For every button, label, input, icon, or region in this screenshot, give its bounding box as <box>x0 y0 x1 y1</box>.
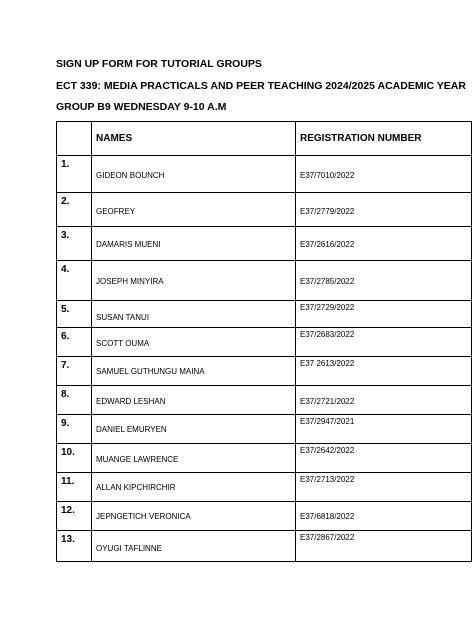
student-name: SCOTT OUMA <box>96 339 150 348</box>
row-number: 7. <box>61 360 70 371</box>
name-cell <box>92 193 296 227</box>
registration-cell <box>296 386 472 415</box>
name-cell <box>92 328 296 357</box>
row-number-cell <box>57 227 92 261</box>
table-row <box>57 261 472 301</box>
row-number: 10. <box>61 447 75 458</box>
row-number: 13. <box>61 534 75 545</box>
table-row <box>57 227 472 261</box>
registration-cell <box>296 156 472 193</box>
row-number-cell <box>57 156 92 193</box>
registration-cell <box>296 328 472 357</box>
name-cell <box>92 415 296 444</box>
form-title: SIGN UP FORM FOR TUTORIAL GROUPS <box>56 58 262 70</box>
row-number-cell <box>57 193 92 227</box>
row-number-cell <box>57 301 92 328</box>
row-number: 12. <box>61 505 75 516</box>
name-cell <box>92 444 296 473</box>
table-row <box>57 415 472 444</box>
name-cell <box>92 261 296 301</box>
table-row <box>57 156 472 193</box>
registration-number: E37/6818/2022 <box>300 512 355 521</box>
table-row <box>57 386 472 415</box>
name-cell <box>92 156 296 193</box>
registration-number: E37/2721/2022 <box>300 397 355 406</box>
registration-cell <box>296 415 472 444</box>
number-column-header <box>57 122 92 156</box>
registration-cell <box>296 531 472 562</box>
registration-cell <box>296 301 472 328</box>
row-number-cell <box>57 531 92 562</box>
row-number-cell <box>57 386 92 415</box>
row-number: 9. <box>61 418 70 429</box>
row-number: 4. <box>61 264 70 275</box>
row-number: 1. <box>61 159 70 170</box>
student-name: SUSAN TANUI <box>96 313 150 322</box>
student-name: ALLAN KIPCHIRCHIR <box>96 483 176 492</box>
table-row <box>57 357 472 386</box>
registration-number: E37/2616/2022 <box>300 240 355 249</box>
table-row <box>57 444 472 473</box>
registration-cell <box>296 473 472 502</box>
name-cell <box>92 301 296 328</box>
row-number-cell <box>57 444 92 473</box>
registration-column-header: REGISTRATION NUMBER <box>296 122 472 156</box>
student-name: GIDEON BOUNCH <box>96 171 165 180</box>
name-cell <box>92 357 296 386</box>
registration-cell <box>296 444 472 473</box>
student-name: DAMARIS MUENI <box>96 240 161 249</box>
row-number: 2. <box>61 196 70 207</box>
student-name: DANIEL EMURYEN <box>96 425 167 434</box>
registration-number: E37/2683/2022 <box>300 330 355 339</box>
table-row <box>57 301 472 328</box>
student-name: EDWARD LESHAN <box>96 397 166 406</box>
student-name: GEOFREY <box>96 207 136 216</box>
row-number-cell <box>57 502 92 531</box>
student-name: JOSEPH MINYIRA <box>96 277 164 286</box>
group-schedule: GROUP B9 WEDNESDAY 9-10 A.M <box>56 101 227 113</box>
names-column-header: NAMES <box>92 122 296 156</box>
name-cell <box>92 531 296 562</box>
registration-number: E37/2642/2022 <box>300 446 355 455</box>
registration-cell <box>296 502 472 531</box>
registration-number: E37 2613/2022 <box>300 359 355 368</box>
row-number: 8. <box>61 389 70 400</box>
row-number-cell <box>57 328 92 357</box>
row-number: 6. <box>61 331 70 342</box>
name-cell <box>92 227 296 261</box>
row-number-cell <box>57 473 92 502</box>
table-header-row <box>57 122 472 156</box>
student-name: MUANGE LAWRENCE <box>96 455 179 464</box>
student-name: SAMUEL GUTHUNGU MAINA <box>96 367 205 376</box>
registration-number: E37/2785/2022 <box>300 277 355 286</box>
signup-table <box>56 121 472 562</box>
registration-number: E37/2867/2022 <box>300 533 355 542</box>
row-number-cell <box>57 357 92 386</box>
registration-cell <box>296 261 472 301</box>
registration-number: E37/7010/2022 <box>300 171 355 180</box>
registration-cell <box>296 193 472 227</box>
table-row <box>57 328 472 357</box>
registration-cell <box>296 227 472 261</box>
name-cell <box>92 502 296 531</box>
table-row <box>57 473 472 502</box>
student-name: OYUGI TAFLINNE <box>96 544 162 553</box>
name-cell <box>92 473 296 502</box>
table-row <box>57 531 472 562</box>
table-row <box>57 502 472 531</box>
registration-number: E37/2947/2021 <box>300 417 355 426</box>
name-cell <box>92 386 296 415</box>
registration-number: E37/2779/2022 <box>300 207 355 216</box>
row-number-cell <box>57 261 92 301</box>
registration-number: E37/2713/2022 <box>300 475 355 484</box>
row-number: 11. <box>61 476 75 487</box>
student-name: JEPNGETICH VERONICA <box>96 512 191 521</box>
row-number-cell <box>57 415 92 444</box>
row-number: 5. <box>61 304 70 315</box>
registration-number: E37/2729/2022 <box>300 303 355 312</box>
table-row <box>57 193 472 227</box>
course-title: ECT 339: MEDIA PRACTICALS AND PEER TEACHING 2024/2025 ACADEMIC YEAR <box>56 80 466 92</box>
row-number: 3. <box>61 230 70 241</box>
registration-cell <box>296 357 472 386</box>
